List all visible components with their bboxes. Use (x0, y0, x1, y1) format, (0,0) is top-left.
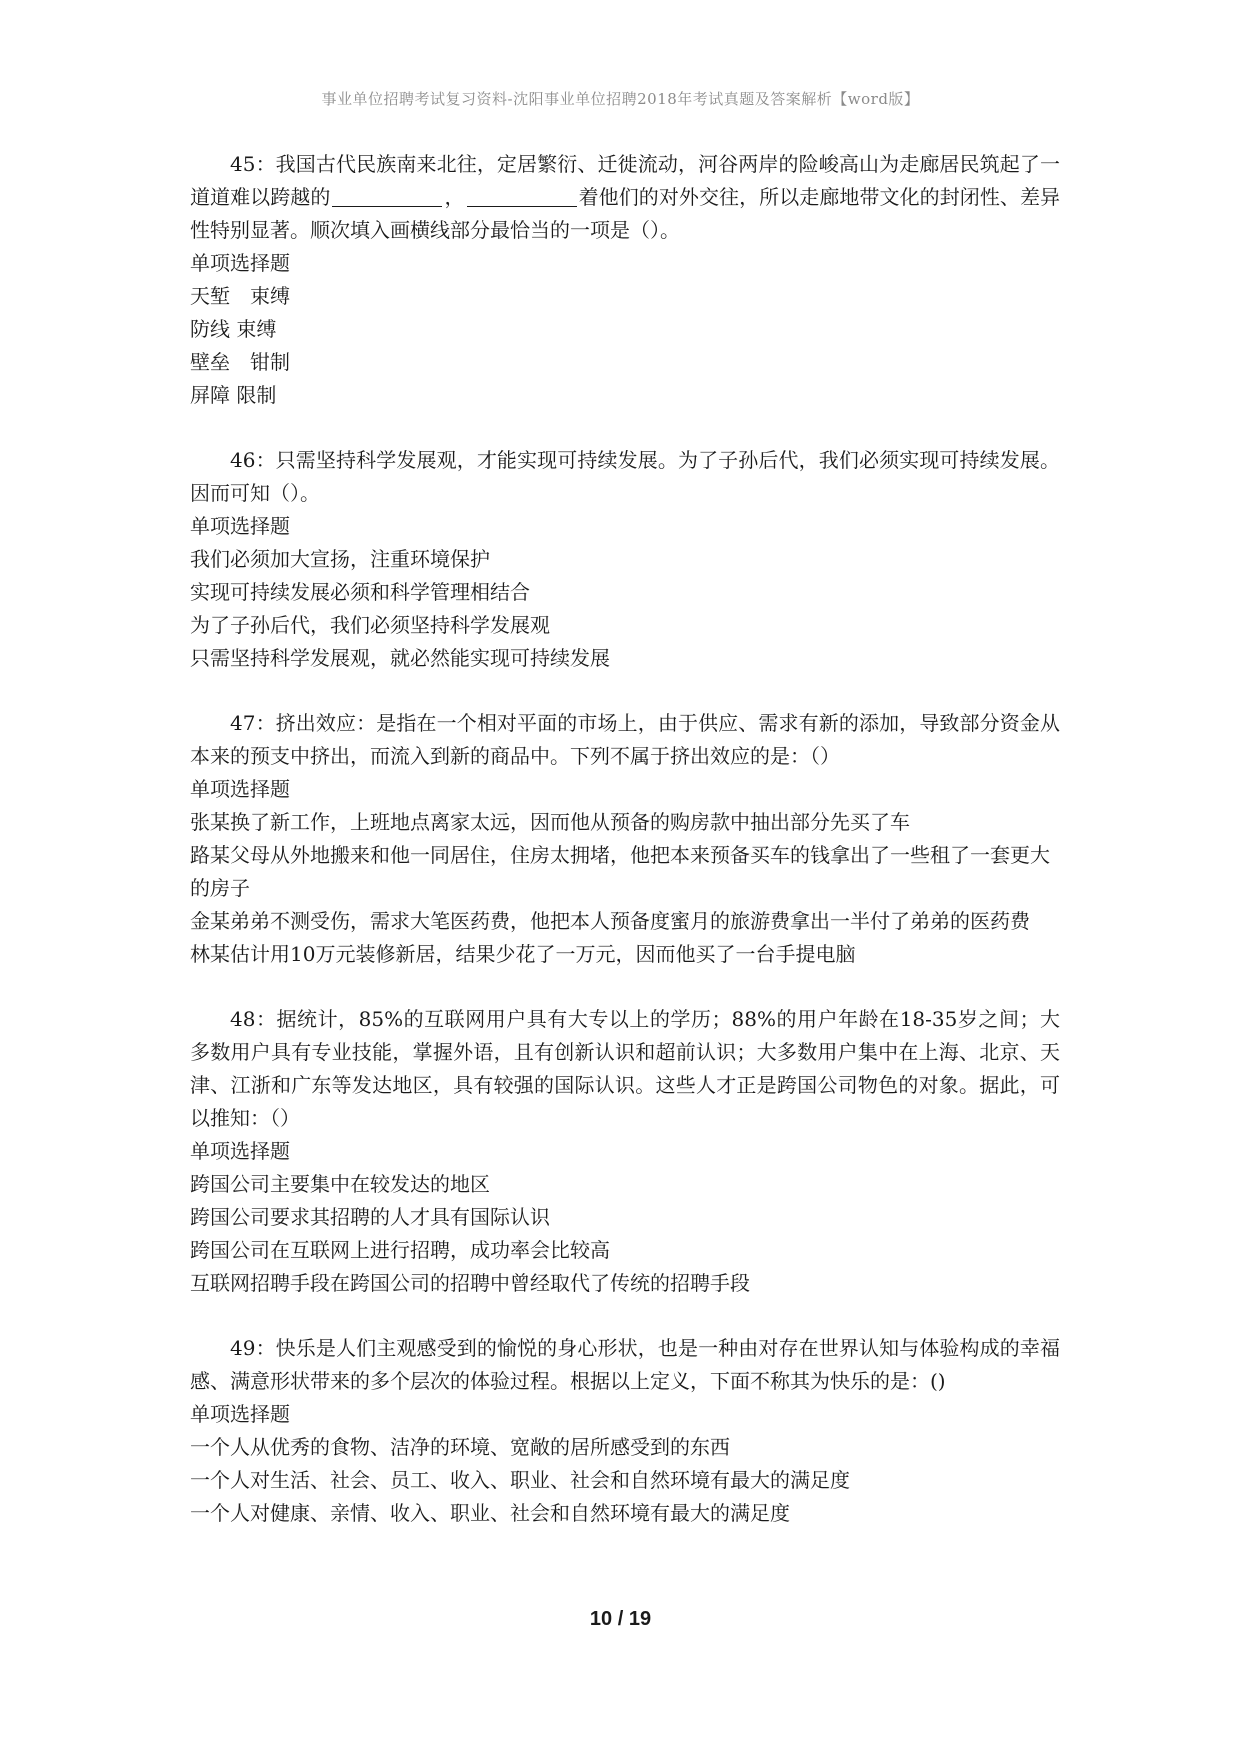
option: 防线 束缚 (190, 317, 277, 341)
option: 林某估计用10万元装修新居，结果少花了一万元，因而他买了一台手提电脑 (190, 942, 856, 966)
question-45 (190, 148, 1060, 412)
option: 为了子孙后代，我们必须坚持科学发展观 (190, 613, 550, 637)
question-type: 单项选择题 (190, 1402, 290, 1426)
fill-blank (332, 184, 442, 207)
option: 一个人对生活、社会、员工、收入、职业、社会和自然环境有最大的满足度 (190, 1468, 850, 1492)
question-stem: 49：快乐是人们主观感受到的愉悦的身心形状，也是一种由对存在世界认知与体验构成的幸福感、满意形状带来的多个层次的体验过程。根据以上定义，下面不称其为快乐的是：() (190, 1336, 1060, 1393)
stem-text: 45：我国古代民族南来北往，定居繁衍、迁徙流动，河谷两岸的险峻高山为走廊居民筑起了一道道难以跨越的 (190, 152, 1060, 209)
stem-text: 着他们的对外交往，所以走廊地带文化的封闭性、差异性特别显著。顺次填入画横线部分最恰当的一项是（）。 (190, 185, 1061, 242)
option: 跨国公司要求其招聘的人才具有国际认识 (190, 1205, 550, 1229)
option: 实现可持续发展必须和科学管理相结合 (190, 580, 530, 604)
question-stem: 47：挤出效应：是指在一个相对平面的市场上，由于供应、需求有新的添加，导致部分资金从本来的预支中挤出，而流入到新的商品中。下列不属于挤出效应的是：（） (190, 711, 1060, 768)
stem-text: ， (444, 185, 465, 209)
page-header: 事业单位招聘考试复习资料-沈阳事业单位招聘2018年考试真题及答案解析【word版】 (321, 90, 920, 108)
option: 一个人从优秀的食物、洁净的环境、宽敞的居所感受到的东西 (190, 1435, 730, 1459)
document-body (190, 148, 1060, 1562)
fill-blank (467, 184, 577, 207)
question-48 (190, 1003, 1060, 1300)
option: 跨国公司在互联网上进行招聘，成功率会比较高 (190, 1238, 610, 1262)
option: 路某父母从外地搬来和他一同居住，住房太拥堵，他把本来预备买车的钱拿出了一些租了一套更大的房子 (190, 843, 1050, 900)
option: 我们必须加大宣扬，注重环境保护 (190, 547, 490, 571)
question-type: 单项选择题 (190, 777, 290, 801)
question-46 (190, 444, 1060, 675)
question-stem: 48：据统计，85%的互联网用户具有大专以上的学历；88%的用户年龄在18-35岁之间；大多数用户具有专业技能，掌握外语，且有创新认识和超前认识；大多数用户集中在上海、北京、天津、江浙和广东等发达地区，具有较强的国际认识。这些人才正是跨国公司物色的对象。据此，可以推知：（） (190, 1007, 1060, 1130)
option: 只需坚持科学发展观，就必然能实现可持续发展 (190, 646, 610, 670)
option: 壁垒 钳制 (190, 350, 290, 374)
option: 天堑 束缚 (190, 284, 290, 308)
question-type: 单项选择题 (190, 1139, 290, 1163)
option: 互联网招聘手段在跨国公司的招聘中曾经取代了传统的招聘手段 (190, 1271, 750, 1295)
question-stem: 46：只需坚持科学发展观，才能实现可持续发展。为了子孙后代，我们必须实现可持续发展。因而可知（）。 (190, 448, 1060, 505)
option: 一个人对健康、亲情、收入、职业、社会和自然环境有最大的满足度 (190, 1501, 790, 1525)
question-stem (190, 148, 1060, 247)
question-type: 单项选择题 (190, 251, 290, 275)
option: 金某弟弟不测受伤，需求大笔医药费，他把本人预备度蜜月的旅游费拿出一半付了弟弟的医药费 (190, 909, 1030, 933)
option: 跨国公司主要集中在较发达的地区 (190, 1172, 490, 1196)
option: 屏障 限制 (190, 383, 277, 407)
option: 张某换了新工作，上班地点离家太远，因而他从预备的购房款中抽出部分先买了车 (190, 810, 910, 834)
question-49 (190, 1332, 1060, 1530)
page-number: 10 / 19 (589, 1608, 652, 1630)
question-type: 单项选择题 (190, 514, 290, 538)
question-47 (190, 707, 1060, 971)
